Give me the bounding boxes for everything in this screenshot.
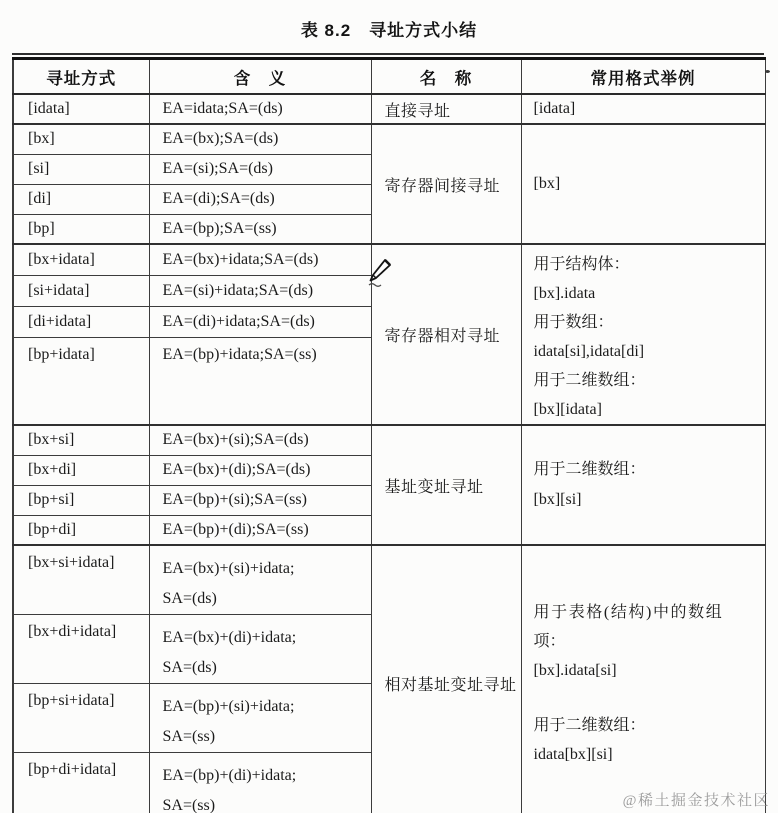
meaning-cell [149, 684, 371, 753]
meaning-cell [149, 615, 371, 684]
example-line: [bx].idata[si] [533, 662, 617, 679]
mode-cell: [di+idata] [13, 306, 149, 337]
example-line: idata[bx][si] [533, 746, 613, 763]
example-cell [521, 425, 765, 545]
mode-cell: [bx+idata] [13, 244, 149, 275]
name-cell: 基址变址寻址 [371, 425, 521, 545]
example-line: [bx].idata [533, 285, 596, 302]
meaning-cell: EA=(si);SA=(ds) [149, 154, 371, 184]
mode-cell: [bx+si] [13, 425, 149, 455]
example-cell: [idata] [521, 94, 765, 124]
meaning-cell: EA=idata;SA=(ds) [149, 94, 371, 124]
mode-cell: [si] [13, 154, 149, 184]
table-row [13, 425, 765, 455]
mode-cell: [bx+di+idata] [13, 615, 149, 684]
example-line: [bx][si] [533, 491, 582, 508]
mode-cell: [bp+di] [13, 515, 149, 545]
name-cell: 寄存器间接寻址 [371, 124, 521, 244]
col-header-meaning: 含 义 [149, 59, 371, 95]
example-line: 用于二维数组： [533, 717, 646, 734]
meaning-cell: EA=(di)+idata;SA=(ds) [149, 306, 371, 337]
header-row [13, 59, 765, 95]
meaning-cell [149, 545, 371, 615]
meaning-cell: EA=(bp)+(di);SA=(ss) [149, 515, 371, 545]
meaning-line: SA=(ss) [162, 797, 216, 813]
example-line: 用于数组： [533, 314, 614, 331]
meaning-cell: EA=(bx)+idata;SA=(ds) [149, 244, 371, 275]
mode-cell: [bp+si] [13, 485, 149, 515]
mode-cell: [bx] [13, 124, 149, 154]
mode-cell: [bp+di+idata] [13, 753, 149, 813]
col-header-example: 常用格式举例 [521, 59, 765, 95]
col-header-addressing-mode: 寻址方式 [13, 59, 149, 95]
example-line: 用于结构体： [533, 256, 630, 273]
example-line: idata[si],idata[di] [533, 343, 645, 360]
example-line: 用于二维数组： [533, 461, 646, 478]
example-line: 项： [533, 633, 566, 650]
meaning-cell: EA=(bp);SA=(ss) [149, 214, 371, 244]
mode-cell: [bp] [13, 214, 149, 244]
mode-cell: [bx+di] [13, 455, 149, 485]
pencil-cursor-icon [366, 257, 394, 293]
meaning-line: SA=(ss) [162, 728, 216, 745]
col-header-name: 名 称 [371, 59, 521, 95]
mode-cell: [idata] [13, 94, 149, 124]
table-row [13, 124, 765, 154]
name-cell: 相对基址变址寻址 [371, 545, 521, 813]
example-line: 用于二维数组： [533, 372, 646, 389]
meaning-cell: EA=(bx)+(si);SA=(ds) [149, 425, 371, 455]
meaning-cell: EA=(si)+idata;SA=(ds) [149, 275, 371, 306]
meaning-line: EA=(bx)+(si)+idata; [162, 560, 295, 577]
meaning-cell: EA=(di);SA=(ds) [149, 184, 371, 214]
meaning-line: SA=(ds) [162, 659, 217, 676]
example-line: 用于表格(结构)中的数组 [533, 604, 724, 621]
meaning-line: SA=(ds) [162, 590, 217, 607]
name-cell: 直接寻址 [371, 94, 521, 124]
table-row [13, 545, 765, 615]
table-row [13, 94, 765, 124]
mode-cell: [di] [13, 184, 149, 214]
example-line: [bx][idata] [533, 401, 602, 418]
example-cell [521, 545, 765, 813]
mode-cell: [bp+si+idata] [13, 684, 149, 753]
scan-speck [765, 70, 770, 73]
example-cell [521, 244, 765, 425]
name-cell: 寄存器相对寻址 [371, 244, 521, 425]
meaning-line: EA=(bp)+(si)+idata; [162, 698, 295, 715]
meaning-cell: EA=(bx)+(di);SA=(ds) [149, 455, 371, 485]
meaning-cell: EA=(bp)+(si);SA=(ss) [149, 485, 371, 515]
watermark: @稀土掘金技术社区 [622, 793, 770, 809]
table-caption: 表 8.2 寻址方式小结 [300, 21, 478, 40]
meaning-cell: EA=(bp)+idata;SA=(ss) [149, 337, 371, 425]
meaning-line: EA=(bp)+(di)+idata; [162, 767, 297, 784]
mode-cell: [bx+si+idata] [13, 545, 149, 615]
addressing-summary-table [12, 53, 764, 813]
meaning-cell [149, 753, 371, 813]
mode-cell: [si+idata] [13, 275, 149, 306]
mode-cell: [bp+idata] [13, 337, 149, 425]
example-cell: [bx] [521, 124, 765, 244]
meaning-line: EA=(bx)+(di)+idata; [162, 629, 297, 646]
meaning-cell: EA=(bx);SA=(ds) [149, 124, 371, 154]
